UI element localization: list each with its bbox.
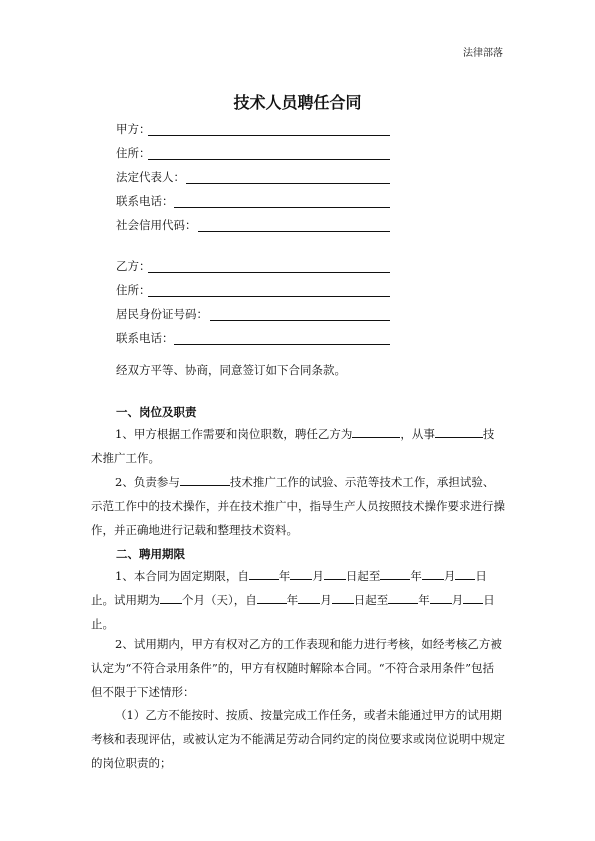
blank-month[interactable] xyxy=(430,591,452,604)
clause-text: ，从事 xyxy=(400,427,435,441)
field-label: 联系电话： xyxy=(116,331,174,345)
clause-1-2 xyxy=(91,470,505,542)
field-party-b-phone[interactable] xyxy=(116,330,390,346)
clause-2-2-item-1: （1）乙方不能按时、按质、按量完成工作任务，或者未能通过甲方的试用期考核和表现评估，或被认定为不能满足劳动合同约定的岗位要求或岗位说明中规定的岗位职责的； xyxy=(91,708,505,770)
intro-paragraph: 经双方平等、协商，同意签订如下合同条款。 xyxy=(116,363,346,377)
blank-trial-length[interactable] xyxy=(160,591,182,604)
clause-text: 1、甲方根据工作需要和岗位职数，聘任乙方为 xyxy=(115,427,353,441)
fill-line[interactable] xyxy=(210,320,390,321)
clause-text: 月 xyxy=(312,569,324,583)
fill-line[interactable] xyxy=(148,159,390,160)
fill-line[interactable] xyxy=(148,272,390,273)
field-label: 住所： xyxy=(116,146,151,160)
clause-text: 月 xyxy=(443,569,456,583)
clause-text: 年 xyxy=(286,593,299,607)
blank-day[interactable] xyxy=(463,591,483,604)
blank-year[interactable] xyxy=(380,567,410,580)
blank-day[interactable] xyxy=(324,567,346,580)
blank-month[interactable] xyxy=(298,591,320,604)
clause-text: 试用期为 xyxy=(114,593,160,607)
blank-day[interactable] xyxy=(455,567,475,580)
field-label: 乙方： xyxy=(116,259,151,273)
field-party-a-address[interactable] xyxy=(116,145,390,161)
field-legal-rep[interactable] xyxy=(116,169,390,185)
clause-text: 月 xyxy=(320,593,332,607)
field-party-a[interactable] xyxy=(116,121,390,137)
section-heading: 二、聘用期限 xyxy=(116,547,185,561)
blank-year[interactable] xyxy=(249,567,279,580)
clause-text: 年 xyxy=(410,569,422,583)
field-party-a-phone[interactable] xyxy=(116,193,390,209)
clause-2-1 xyxy=(91,564,505,636)
clause-text: 年 xyxy=(418,593,430,607)
header-tag: 法律部落 xyxy=(463,48,503,59)
clause-text: 技术推广工作的试验、示范等技术工作，承担试验、示范工作中的技术操作，并在技术推广中，指导生产人员按照技术操作要求进行操作，并正确地进行记载和整理技术资料。 xyxy=(91,475,505,537)
fill-line[interactable] xyxy=(174,344,390,345)
clause-text: 2、负责参与 xyxy=(115,475,180,489)
fill-line[interactable] xyxy=(148,135,390,136)
field-label: 甲方： xyxy=(116,122,151,136)
clause-text: 月 xyxy=(451,593,464,607)
clause-text: 个月（天），自 xyxy=(182,593,257,607)
section-heading: 一、岗位及职责 xyxy=(116,405,197,419)
clause-text: 日起至 xyxy=(345,569,381,583)
document-title: 技术人员聘任合同 xyxy=(233,93,362,112)
blank-field[interactable] xyxy=(180,473,230,486)
clause-text: 1、本合同为固定期限，自 xyxy=(115,569,249,583)
clause-text: 日起至 xyxy=(353,593,389,607)
blank-position[interactable] xyxy=(352,425,400,438)
blank-year[interactable] xyxy=(388,591,418,604)
fill-line[interactable] xyxy=(148,296,390,297)
clause-2-2: 2、试用期内，甲方有权对乙方的工作表现和能力进行考核，如经考核乙方被认定为“不符合录用条件”的，甲方有权随时解除本合同。“不符合录用条件”包括但不限于下述情形： xyxy=(91,637,502,699)
clause-text: 技术推广工作。 xyxy=(91,427,495,465)
fill-line[interactable] xyxy=(186,183,390,184)
blank-day[interactable] xyxy=(332,591,354,604)
field-label: 联系电话： xyxy=(116,194,174,208)
field-id-number[interactable] xyxy=(116,306,390,322)
fill-line[interactable] xyxy=(198,231,390,232)
blank-month[interactable] xyxy=(290,567,312,580)
blank-field[interactable] xyxy=(435,425,483,438)
blank-month[interactable] xyxy=(422,567,444,580)
clause-text: 年 xyxy=(278,569,291,583)
clause-text: 日止。 xyxy=(91,569,487,607)
field-party-b-address[interactable] xyxy=(116,282,390,298)
clause-text: 日止。 xyxy=(91,593,495,631)
clause-1-1 xyxy=(91,422,505,470)
field-credit-code[interactable] xyxy=(116,217,390,233)
fill-line[interactable] xyxy=(174,207,390,208)
field-label: 社会信用代码： xyxy=(116,218,197,232)
blank-year[interactable] xyxy=(257,591,287,604)
field-label: 住所： xyxy=(116,283,151,297)
field-party-b[interactable] xyxy=(116,258,390,274)
field-label: 居民身份证号码： xyxy=(116,307,208,321)
field-label: 法定代表人： xyxy=(116,170,185,184)
